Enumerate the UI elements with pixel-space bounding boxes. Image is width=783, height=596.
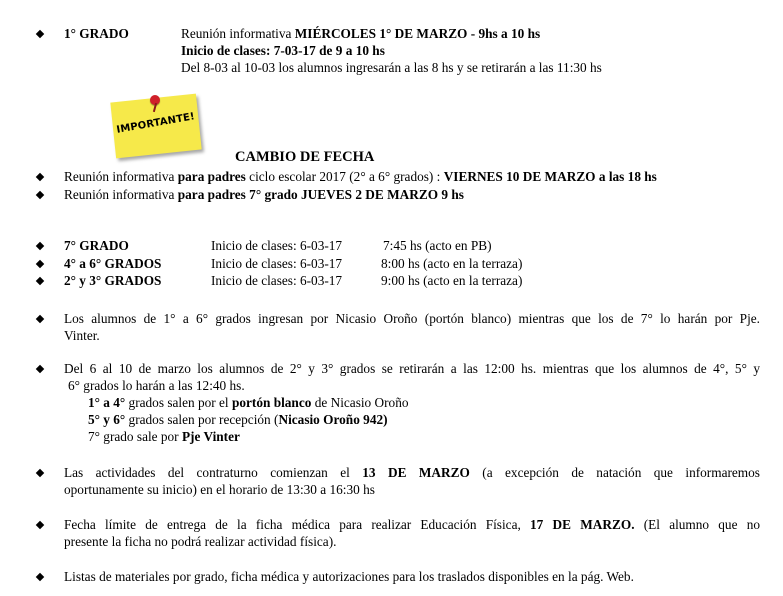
cambio-de-fecha-title: CAMBIO DE FECHA bbox=[235, 149, 375, 165]
row-grade: 7° GRADO bbox=[64, 238, 129, 253]
row-inicio: Inicio de clases: 6-03-17 bbox=[211, 256, 343, 271]
grade-1-inicio: Inicio de clases: 7-03-17 de 9 a 10 hs bbox=[181, 43, 385, 58]
contraturno-line-2: oportunamente su inicio) en el horario de 13:30 a 16:30 hs bbox=[64, 482, 375, 497]
importante-note-text: IMPORTANTE! bbox=[115, 111, 196, 136]
grade-1-label: 1° GRADO bbox=[64, 26, 129, 41]
ficha-line-2: presente la ficha no podrá realizar actividad física). bbox=[64, 534, 337, 549]
row-time: 7:45 hs (acto en PB) bbox=[383, 238, 492, 253]
ingreso-line-2: Vinter. bbox=[64, 328, 100, 343]
bullet-icon bbox=[36, 277, 44, 285]
ingreso-line-1: Los alumnos de 1° a 6° grados ingresan por Nicasio Oroño (portón blanco) mientras que los de 7° lo harán por Pje. bbox=[64, 311, 760, 326]
bullet-icon bbox=[36, 260, 44, 268]
ficha-line-1: Fecha límite de entrega de la ficha médica para realizar Educación Física, 17 DE MARZO. (El alumno que no bbox=[64, 517, 760, 532]
reunion-padres-7: Reunión informativa para padres 7° grado JUEVES 2 DE MARZO 9 hs bbox=[64, 187, 464, 202]
row-inicio: Inicio de clases: 6-03-17 bbox=[211, 273, 343, 288]
grade-1-reunion: Reunión informativa MIÉRCOLES 1° DE MARZO - 9hs a 10 hs bbox=[181, 26, 541, 41]
retiro-line-1: Del 6 al 10 de marzo los alumnos de 2° y 3° grados se retirarán a las 12:00 hs. mientras que los alumnos de 4°, 5° y bbox=[64, 361, 760, 376]
row-grade: 4° a 6° GRADOS bbox=[64, 256, 162, 271]
bullet-icon bbox=[36, 242, 44, 250]
bullet-icon bbox=[36, 191, 44, 199]
row-grade: 2° y 3° GRADOS bbox=[64, 273, 162, 288]
bullet-icon bbox=[36, 365, 44, 373]
retiro-salida-7: 7° grado sale por Pje Vinter bbox=[88, 429, 240, 444]
retiro-line-2: 6° grados lo harán a las 12:40 hs. bbox=[68, 378, 245, 393]
grade-1-horario: Del 8-03 al 10-03 los alumnos ingresarán a las 8 hs y se retirarán a las 11:30 hs bbox=[181, 60, 602, 75]
row-time: 8:00 hs (acto en la terraza) bbox=[381, 256, 523, 271]
bullet-icon bbox=[36, 573, 44, 581]
retiro-salida-5-6: 5° y 6° grados salen por recepción (Nicasio Oroño 942) bbox=[88, 412, 388, 427]
bullet-icon bbox=[36, 469, 44, 477]
bullet-icon bbox=[36, 315, 44, 323]
contraturno-line-1: Las actividades del contraturno comienzan el 13 DE MARZO (a excepción de natación que informaremos bbox=[64, 465, 760, 480]
listas-line: Listas de materiales por grado, ficha médica y autorizaciones para los traslados disponibles en la pág. Web. bbox=[64, 569, 634, 584]
reunion-padres-2-6: Reunión informativa para padres ciclo escolar 2017 (2° a 6° grados) : VIERNES 10 DE MARZO a las 18 hs bbox=[64, 169, 657, 184]
bullet-icon bbox=[36, 521, 44, 529]
bullet-icon bbox=[36, 30, 44, 38]
bullet-icon bbox=[36, 173, 44, 181]
retiro-salida-1-4: 1° a 4° grados salen por el portón blanco de Nicasio Oroño bbox=[88, 395, 409, 410]
row-inicio: Inicio de clases: 6-03-17 bbox=[211, 238, 343, 253]
row-time: 9:00 hs (acto en la terraza) bbox=[381, 273, 523, 288]
